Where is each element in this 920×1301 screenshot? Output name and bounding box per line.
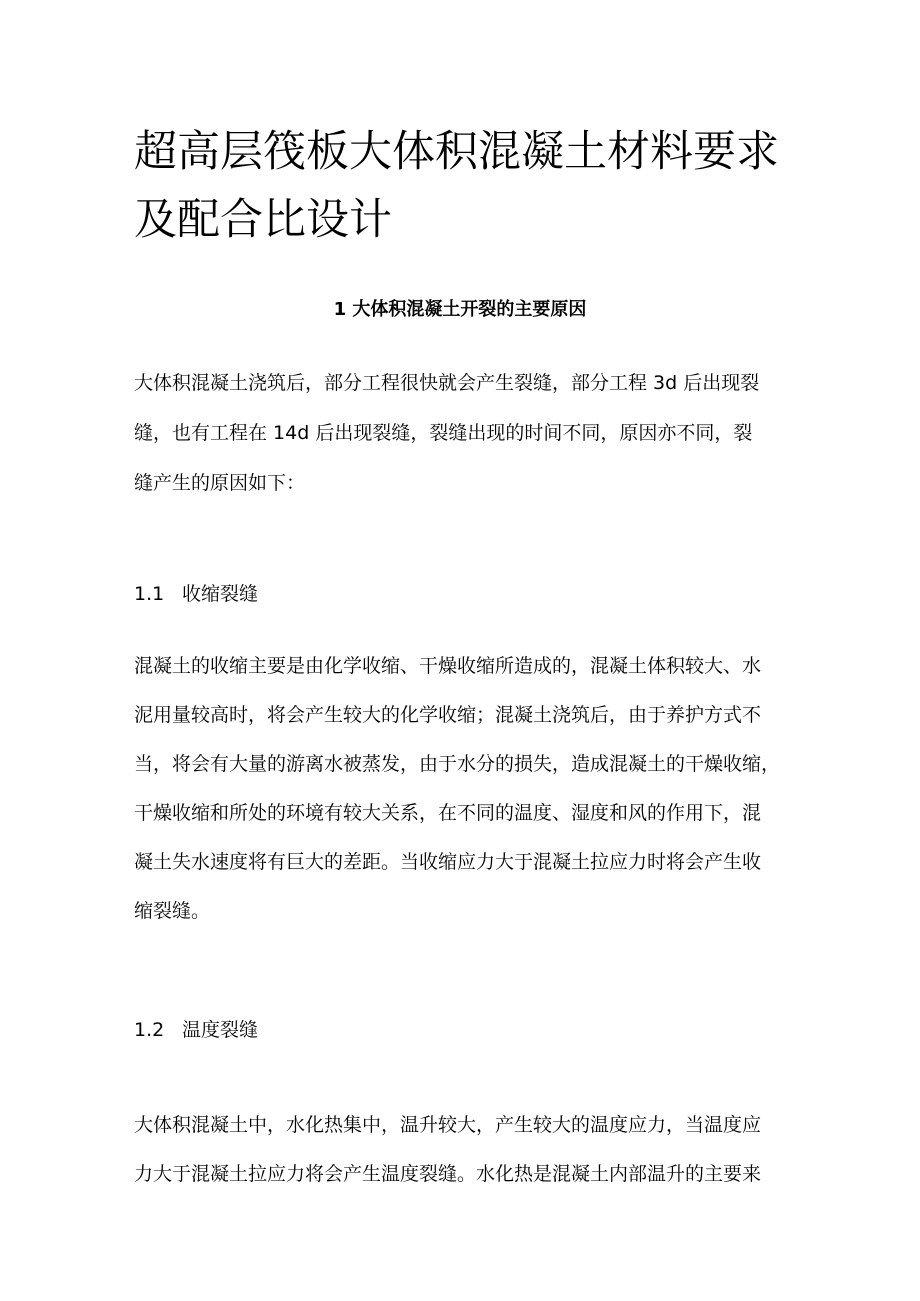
paragraph-line: 缩裂缝。 bbox=[134, 900, 211, 922]
paragraph-line: 缝，也有工程在 14d 后出现裂缝，裂缝出现的时间不同，原因亦不同，裂 bbox=[134, 422, 753, 444]
subsection-heading-shrinkage bbox=[134, 580, 258, 608]
subsection-number: 1.1 bbox=[134, 583, 165, 605]
title-line: 超高层筏板大体积混凝土材料要求 bbox=[134, 127, 779, 177]
paragraph-line: 凝土失水速度将有巨大的差距。当收缩应力大于混凝土拉应力时将会产生收 bbox=[134, 851, 762, 873]
document-title bbox=[134, 118, 794, 254]
paragraph-line: 泥用量较高时，将会产生较大的化学收缩；混凝土浇筑后，由于养护方式不 bbox=[134, 704, 762, 726]
paragraph-line: 大体积混凝土浇筑后，部分工程很快就会产生裂缝，部分工程 3d 后出现裂 bbox=[134, 372, 760, 394]
paragraph-line: 当，将会有大量的游离水被蒸发，由于水分的损失，造成混凝土的干燥收缩， bbox=[134, 753, 781, 775]
intro-paragraph bbox=[134, 358, 794, 508]
shrinkage-paragraph bbox=[134, 642, 794, 936]
subsection-title: 温度裂缝 bbox=[182, 1019, 259, 1041]
subsection-number: 1.2 bbox=[134, 1019, 165, 1041]
paragraph-line: 力大于混凝土拉应力将会产生温度裂缝。水化热是混凝土内部温升的主要来 bbox=[134, 1163, 762, 1185]
paragraph-line: 大体积混凝土中，水化热集中，温升较大，产生较大的温度应力，当温度应 bbox=[134, 1114, 762, 1136]
paragraph-line: 混凝土的收缩主要是由化学收缩、干燥收缩所造成的，混凝土体积较大、水 bbox=[134, 655, 762, 677]
temperature-paragraph bbox=[134, 1101, 794, 1199]
paragraph-line: 干燥收缩和所处的环境有较大关系，在不同的温度、湿度和风的作用下，混 bbox=[134, 802, 762, 824]
section-heading: 1 大体积混凝土开裂的主要原因 bbox=[333, 299, 587, 320]
subsection-heading-temperature bbox=[134, 1016, 258, 1044]
subsection-title: 收缩裂缝 bbox=[182, 583, 259, 605]
paragraph-line: 缝产生的原因如下： bbox=[134, 472, 306, 494]
title-line: 及配合比设计 bbox=[134, 195, 392, 245]
